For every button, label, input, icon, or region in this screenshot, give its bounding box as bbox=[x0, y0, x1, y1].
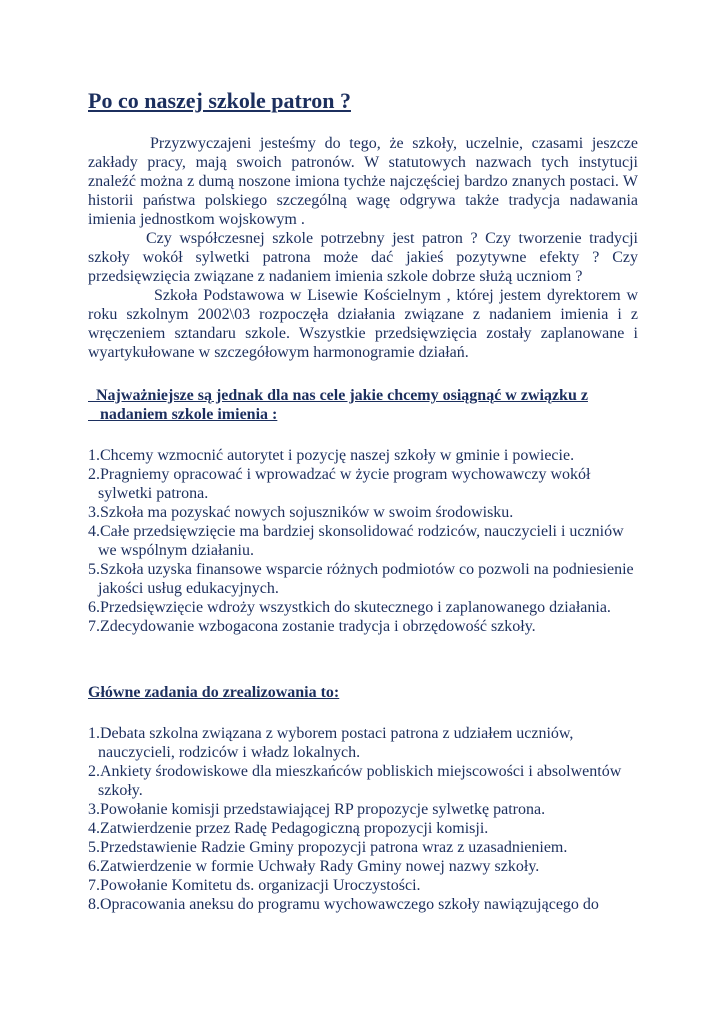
list-item: 5.Szkoła uzyska finansowe wsparcie różnych podmiotów co pozwoli na podniesienie jakości usług edukacyjnych. bbox=[88, 561, 634, 597]
goals-list bbox=[88, 446, 638, 636]
list-item: 5.Przedstawienie Radzie Gminy propozycji patrona wraz z uzasadnieniem. bbox=[88, 839, 568, 856]
document-title: Po co naszej szkole patron ? bbox=[88, 88, 351, 113]
list-item: 2.Pragniemy opracować i wprowadzać w życie program wychowawczy wokół sylwetki patrona. bbox=[88, 466, 591, 502]
list-item: 3.Szkoła ma pozyskać nowych sojuszników w swoim środowisku. bbox=[88, 504, 514, 521]
list-item: 1.Debata szkolna związana z wyborem postaci patrona z udziałem uczniów, nauczycieli, rodziców i władz lokalnych. bbox=[88, 725, 574, 761]
intro-paragraph-2: Czy współczesnej szkole potrzebny jest patron ? Czy tworzenie tradycji szkoły wokół sylwetki patrona może dać jakieś pozytywne efekty ? Czy przedsięwzięcia związane z nadaniem imienia szkole dobrze służą uczniom ? bbox=[88, 230, 638, 285]
list-item: 6.Przedsięwzięcie wdroży wszystkich do skutecznego i zaplanowanego działania. bbox=[88, 599, 611, 616]
goals-heading-line-2: nadaniem szkole imienia : bbox=[100, 406, 278, 423]
tasks-heading: Główne zadania do zrealizowania to: bbox=[88, 684, 340, 701]
intro-paragraph-1: Przyzwyczajeni jesteśmy do tego, że szkoły, uczelnie, czasami jeszcze zakłady pracy, mają swoich patronów. W statutowych nazwach tych instytucji znaleźć można z dumą noszone imiona tychże najczęściej bardzo znanych postaci. W historii państwa polskiego szczególną wagę odgrywa także tradycja nadawania imienia jednostkom wojskowym . bbox=[88, 135, 638, 228]
intro-paragraph-3: Szkoła Podstawowa w Lisewie Kościelnym , której jestem dyrektorem w roku szkolnym 2002\03 rozpoczęła działania związane z nadaniem imienia i z wręczeniem sztandaru szkole. Wszystkie przedsięwzięcia zostały zaplanowane i wyartykułowane w szczegółowym harmonogramie działań. bbox=[88, 287, 638, 361]
tasks-list bbox=[88, 724, 638, 914]
list-item: 7.Powołanie Komitetu ds. organizacji Uroczystości. bbox=[88, 877, 421, 894]
list-item: 7.Zdecydowanie wzbogacona zostanie tradycja i obrzędowość szkoły. bbox=[88, 618, 536, 635]
list-item: 4.Zatwierdzenie przez Radę Pedagogiczną propozycji komisji. bbox=[88, 820, 489, 837]
list-item: 3.Powołanie komisji przedstawiającej RP propozycje sylwetkę patrona. bbox=[88, 801, 546, 818]
goals-heading bbox=[88, 386, 638, 424]
goals-heading-line-1: Najważniejsze są jednak dla nas cele jakie chcemy osiągnąć w związku z bbox=[96, 387, 588, 404]
list-item: 1.Chcemy wzmocnić autorytet i pozycję naszej szkoły w gminie i powiecie. bbox=[88, 447, 575, 464]
list-item: 8.Opracowania aneksu do programu wychowawczego szkoły nawiązującego do bbox=[88, 896, 599, 913]
list-item: 4.Całe przedsięwzięcie ma bardziej skonsolidować rodziców, nauczycieli i uczniów we wspólnym działaniu. bbox=[88, 523, 624, 559]
list-item: 6.Zatwierdzenie w formie Uchwały Rady Gminy nowej nazwy szkoły. bbox=[88, 858, 540, 875]
list-item: 2.Ankiety środowiskowe dla mieszkańców pobliskich miejscowości i absolwentów szkoły. bbox=[88, 763, 622, 799]
